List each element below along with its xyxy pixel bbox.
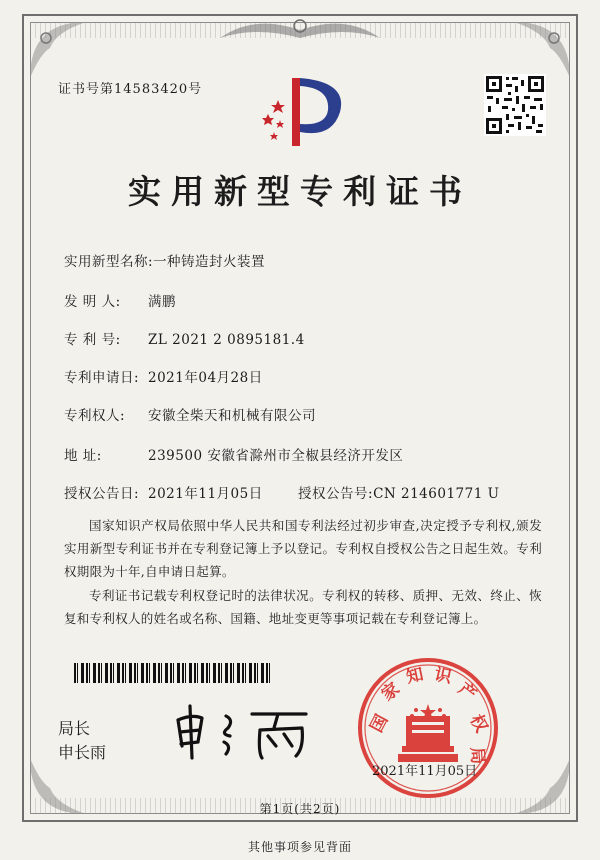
patentee-row xyxy=(64,404,316,424)
field-label: 授权公告日: xyxy=(64,486,140,502)
field-label: 专利权人: xyxy=(64,408,126,424)
qr-code-icon xyxy=(484,74,546,136)
field-label: 专 利 号: xyxy=(64,332,121,348)
field-value: ZL 2021 2 0895181.4 xyxy=(148,332,305,348)
official-seal-icon xyxy=(354,654,502,802)
field-value: CN 214601771 U xyxy=(373,486,500,502)
utility-model-name-row xyxy=(64,250,265,270)
field-label: 专利申请日: xyxy=(64,370,140,386)
barcode-icon xyxy=(74,663,270,683)
field-value: 2021年04月28日 xyxy=(148,370,263,386)
handwritten-signature xyxy=(168,702,318,762)
svg-text:家: 家 xyxy=(378,678,404,706)
top-center-ornament-icon xyxy=(214,12,386,46)
svg-text:识: 识 xyxy=(432,664,454,688)
svg-text:国: 国 xyxy=(366,711,393,736)
field-value: 满鹏 xyxy=(148,294,176,310)
grant-number-row xyxy=(298,482,499,502)
inventor-row xyxy=(64,290,176,310)
legal-status-paragraph: 专利证书记载专利权登记时的法律状况。专利权的转移、质押、无效、终止、恢复和专利权人的姓名或名称、国籍、地址变更等事项记载在专利登记簿上。 xyxy=(64,588,542,626)
field-value: 2021年11月05日 xyxy=(148,486,263,502)
svg-text:权: 权 xyxy=(465,711,492,736)
page-title: 实用新型专利证书 xyxy=(128,172,472,211)
field-value: 239500 安徽省滁州市全椒县经济开发区 xyxy=(148,448,404,464)
certificate-number: 证书号第14583420号 xyxy=(58,82,203,97)
field-value: 一种铸造封火装置 xyxy=(153,254,266,270)
patent-number-row xyxy=(64,328,305,348)
cnipa-logo-icon xyxy=(256,72,350,152)
field-label: 实用新型名称: xyxy=(64,254,154,270)
field-label: 发 明 人: xyxy=(64,294,121,310)
seal-date: 2021年11月05日 xyxy=(372,764,478,779)
svg-text:知: 知 xyxy=(404,664,426,688)
field-label: 地 址: xyxy=(64,448,102,464)
grant-date-row xyxy=(64,482,263,502)
grant-statement-paragraph: 国家知识产权局依照中华人民共和国专利法经过初步审查,决定授予专利权,颁发实用新型专利证书并在专利登记簿上予以登记。专利权自授权公告之日起生效。专利权期限为十年,自申请日起算。 xyxy=(64,518,542,579)
signatory-title: 局长 xyxy=(58,719,91,738)
filing-date-row xyxy=(64,366,263,386)
field-label: 授权公告号: xyxy=(298,486,374,502)
address-row xyxy=(64,444,403,464)
svg-text:产: 产 xyxy=(454,678,480,706)
field-value: 安徽全柴天和机械有限公司 xyxy=(148,408,316,424)
svg-text:局: 局 xyxy=(466,746,488,765)
page-indicator: 第1页(共2页) xyxy=(259,802,341,816)
footer-note: 其他事项参见背面 xyxy=(247,840,352,854)
signatory-name: 申长雨 xyxy=(58,743,107,762)
